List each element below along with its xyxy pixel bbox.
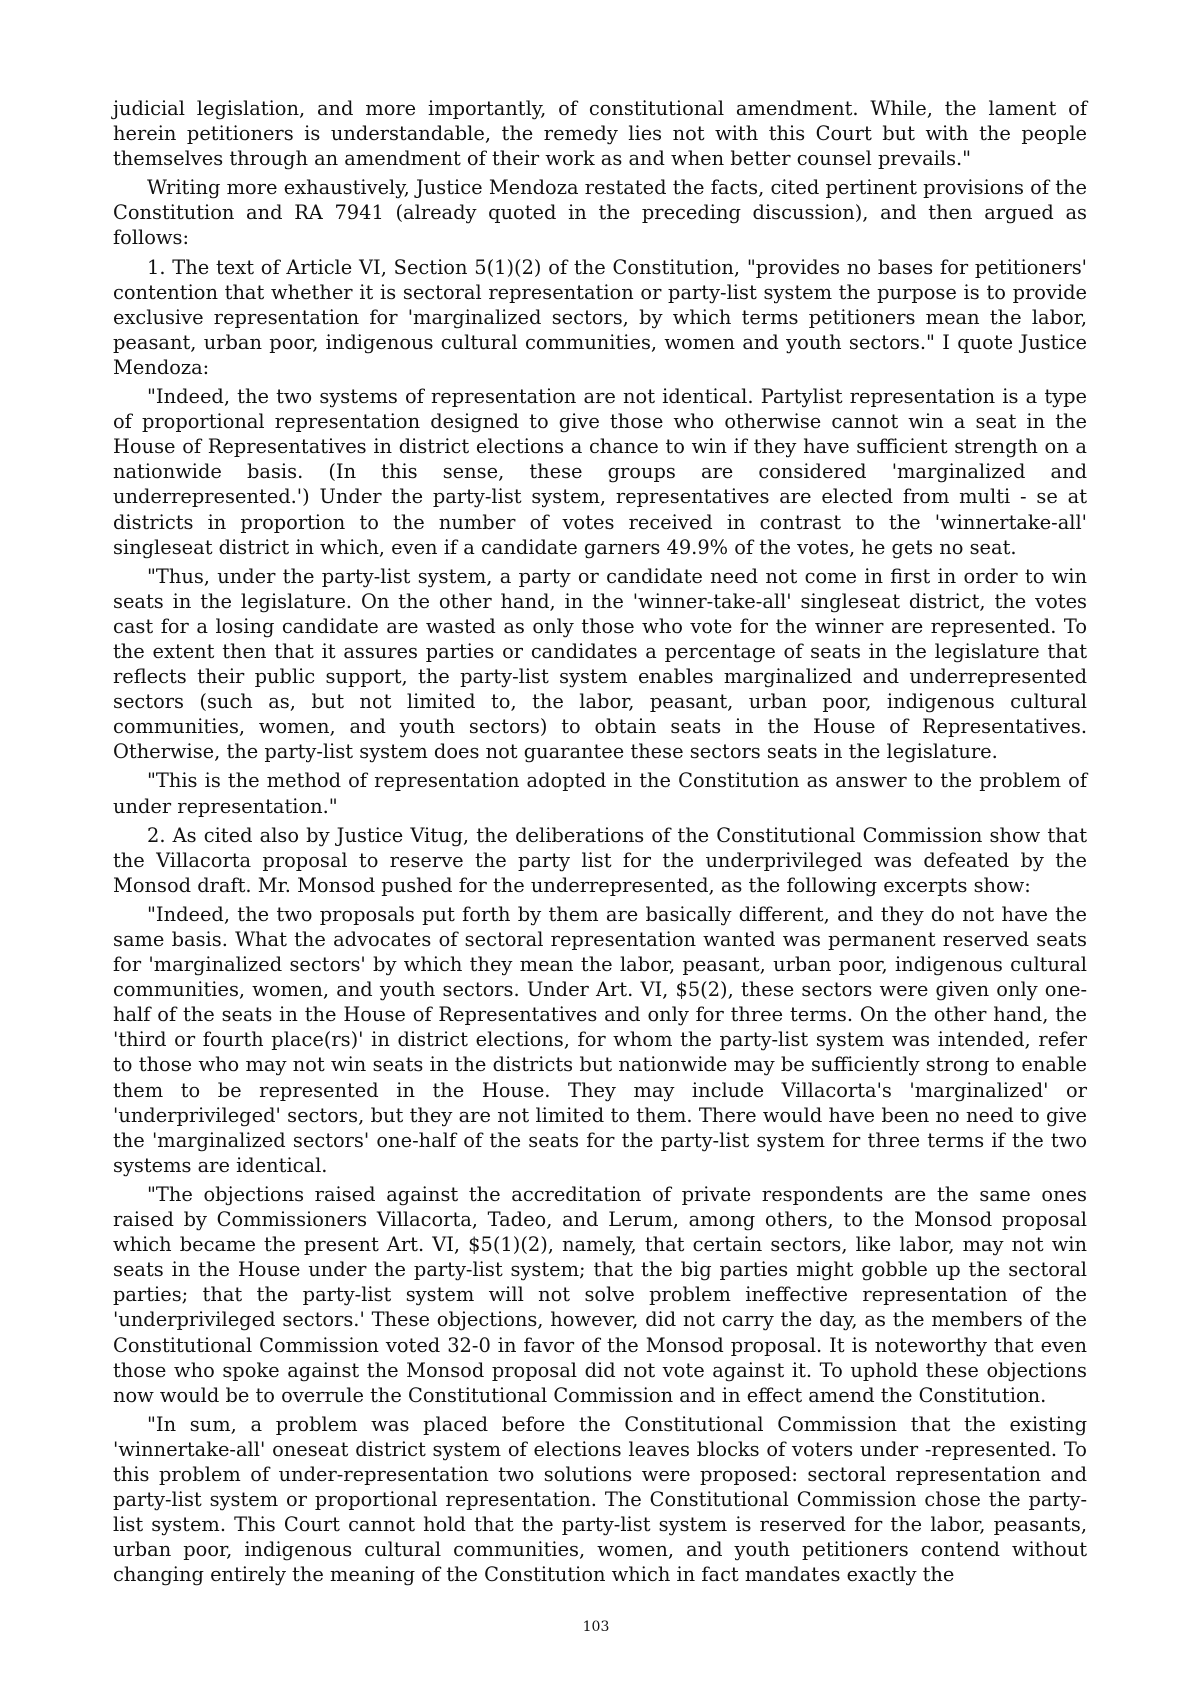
document-body: [113, 96, 1087, 1591]
paragraph: 1. The text of Article VI, Section 5(1)(2) of the Constitution, "provides no bases for petitioners' contention that whether it is sectoral representation or party-list system the purpose is to provide exclusive representation for 'marginalized sectors, by which terms petitioners mean the labor, peasant, urban poor, indigenous cultural communities, women and youth sectors." I quote Justice Mendoza:: [113, 255, 1087, 379]
paragraph: "In sum, a problem was placed before the Constitutional Commission that the existing 'winnertake-all' oneseat district system of elections leaves blocks of voters under -represented. To this problem of under-representation two solutions were proposed: sectoral representation and party-list system or proportional representation. The Constitutional Commission chose the party-list system. This Court cannot hold that the party-list system is reserved for the labor, peasants, urban poor, indigenous cultural communities, women, and youth petitioners contend without changing entirely the meaning of the Constitution which in fact mandates exactly the: [113, 1412, 1087, 1587]
paragraph: "The objections raised against the accreditation of private respondents are the same ones raised by Commissioners Villacorta, Tadeo, and Lerum, among others, to the Monsod proposal which became the present Art. VI, $5(1)(2), namely, that certain sectors, like labor, may not win seats in the House under the party-list system; that the big parties might gobble up the sectoral parties; that the party-list system will not solve problem ineffective representation of the 'underprivileged sectors.' These objections, however, did not carry the day, as the members of the Constitutional Commission voted 32-0 in favor of the Monsod proposal. It is noteworthy that even those who spoke against the Monsod proposal did not vote against it. To uphold these objections now would be to overrule the Constitutional Commission and in effect amend the Constitution.: [113, 1182, 1087, 1407]
page-number: 103: [582, 1619, 610, 1635]
paragraph: "Indeed, the two systems of representation are not identical. Partylist representation is a type of proportional representation designed to give those who otherwise cannot win a seat in the House of Representatives in district elections a chance to win if they have sufficient strength on a nationwide basis. (In this sense, these groups are considered 'marginalized and underrepresented.') Under the party-list system, representatives are elected from multi - se at districts in proportion to the number of votes received in contrast to the 'winnertake-all' singleseat district in which, even if a candidate garners 49.9% of the votes, he gets no seat.: [113, 385, 1087, 559]
paragraph: judicial legislation, and more importantly, of constitutional amendment. While, the lament of herein petitioners is understandable, the remedy lies not with this Court but with the people themselves through an amendment of their work as and when better counsel prevails.": [113, 97, 1087, 171]
paragraph: Writing more exhaustively, Justice Mendoza restated the facts, cited pertinent provisions of the Constitution and RA 7941 (already quoted in the preceding discussion), and then argued as follows:: [113, 176, 1087, 250]
paragraph: "This is the method of representation adopted in the Constitution as answer to the problem of under representation.": [113, 769, 1087, 818]
paragraph: "Indeed, the two proposals put forth by them are basically different, and they do not have the same basis. What the advocates of sectoral representation wanted was permanent reserved seats for 'marginalized sectors' by which they mean the labor, peasant, urban poor, indigenous cultural communities, women, and youth sectors. Under Art. VI, $5(2), these sectors were given only one-half of the seats in the House of Representatives and only for three terms. On the other hand, the 'third or fourth place(rs)' in district elections, for whom the party-list system was intended, refer to those who may not win seats in the districts but nationwide may be sufficiently strong to enable them to be represented in the House. They may include Villacorta's 'marginalized' or 'underprivileged' sectors, but they are not limited to them. There would have been no need to give the 'marginalized sectors' one-half of the seats for the party-list system for three terms if the two systems are identical.: [113, 902, 1087, 1177]
paragraph: "Thus, under the party-list system, a party or candidate need not come in first in order to win seats in the legislature. On the other hand, in the 'winner-take-all' singleseat district, the votes cast for a losing candidate are wasted as only those who vote for the winner are represented. To the extent then that it assures parties or candidates a percentage of seats in the legislature that reflects their public support, the party-list system enables marginalized and underrepresented sectors (such as, but not limited to, the labor, peasant, urban poor, indigenous cultural communities, women, and youth sectors) to obtain seats in the House of Representatives. Otherwise, the party-list system does not guarantee these sectors seats in the legislature.: [113, 564, 1087, 764]
paragraph: 2. As cited also by Justice Vitug, the deliberations of the Constitutional Commission show that the Villacorta proposal to reserve the party list for the underprivileged was defeated by the Monsod draft. Mr. Monsod pushed for the underrepresented, as the following excerpts show:: [113, 823, 1087, 897]
